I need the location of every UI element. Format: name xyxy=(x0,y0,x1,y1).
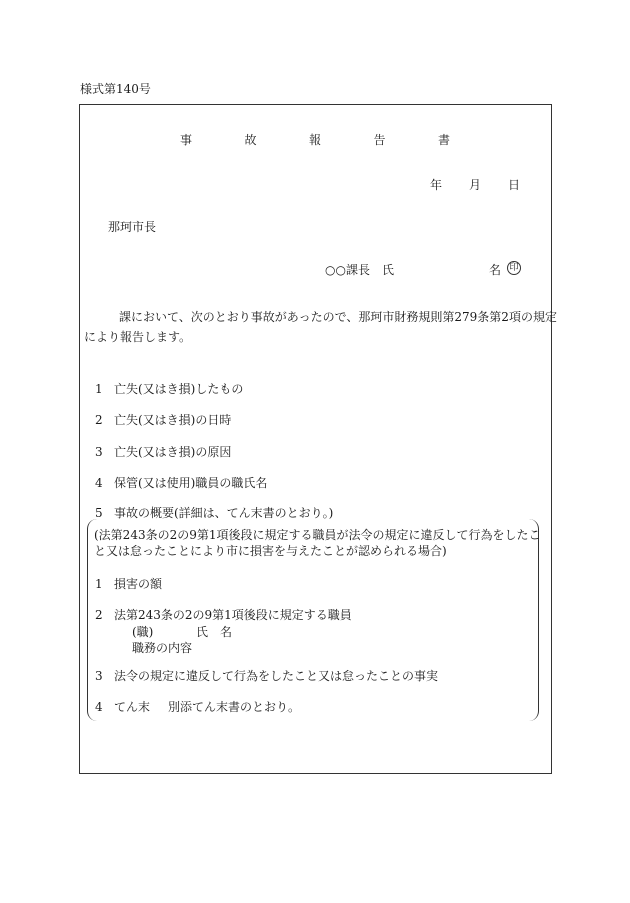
sub-item-duties: 職務の内容 xyxy=(132,641,193,655)
item-text: 事故の概要(詳細は、てん末書のとおり。) xyxy=(114,506,334,520)
sender-chief: ○○課長 氏 xyxy=(325,263,394,277)
body-text-line: 課において、次のとおり事故があったので、那珂市財務規則第279条第2項の規定 xyxy=(119,310,557,324)
item-number: 5 xyxy=(95,506,103,520)
item-text: 亡失(又はき損)の日時 xyxy=(114,413,232,427)
sub-item-number: 3 xyxy=(95,669,103,683)
item-text: 保管(又は使用)職員の職氏名 xyxy=(114,476,268,490)
item-number: 2 xyxy=(95,413,103,427)
sub-item-text: 法令の規定に違反して行為をしたこと又は怠ったことの事実 xyxy=(114,669,439,683)
title-char: 故 xyxy=(244,133,257,147)
sub-item-number: 1 xyxy=(95,577,103,591)
title-char: 書 xyxy=(437,133,450,147)
note-text-line: と又は怠ったことにより市に損害を与えたことが認められる場合) xyxy=(94,544,447,558)
title-char: 事 xyxy=(180,133,193,147)
note-text-line: (法第243条の2の9第1項後段に規定する職員が法令の規定に違反して行為をしたこ xyxy=(94,528,541,542)
sub-item-text: 法第243条の2の9第1項後段に規定する職員 xyxy=(114,608,352,622)
item-text: 亡失(又はき損)の原因 xyxy=(114,445,232,459)
sub-item-text: 損害の額 xyxy=(114,577,163,591)
seal-mark: 印 xyxy=(507,261,521,275)
date-month: 月 xyxy=(468,178,481,192)
item-text: 亡失(又はき損)したもの xyxy=(114,382,244,396)
sub-item-name: 氏 名 xyxy=(196,625,233,639)
item-number: 3 xyxy=(95,445,103,459)
addressee: 那珂市長 xyxy=(108,220,157,234)
sub-item-number: 4 xyxy=(95,700,103,714)
body-text-line: により報告します。 xyxy=(84,330,192,344)
sender-name-label: 名 xyxy=(489,263,502,277)
item-number: 1 xyxy=(95,382,103,396)
date-line xyxy=(430,179,520,191)
title-char: 報 xyxy=(308,133,321,147)
date-day: 日 xyxy=(507,178,520,192)
sub-item-text: てん末 xyxy=(114,700,151,714)
date-year: 年 xyxy=(430,178,443,192)
sub-item-position: (職) xyxy=(132,625,154,639)
title-char: 告 xyxy=(373,133,386,147)
item-number: 4 xyxy=(95,476,103,490)
form-number: 様式第140号 xyxy=(80,82,151,96)
sub-item-detail: 別添てん末書のとおり。 xyxy=(168,700,301,714)
sub-item-number: 2 xyxy=(95,608,103,622)
document-title xyxy=(180,134,450,146)
